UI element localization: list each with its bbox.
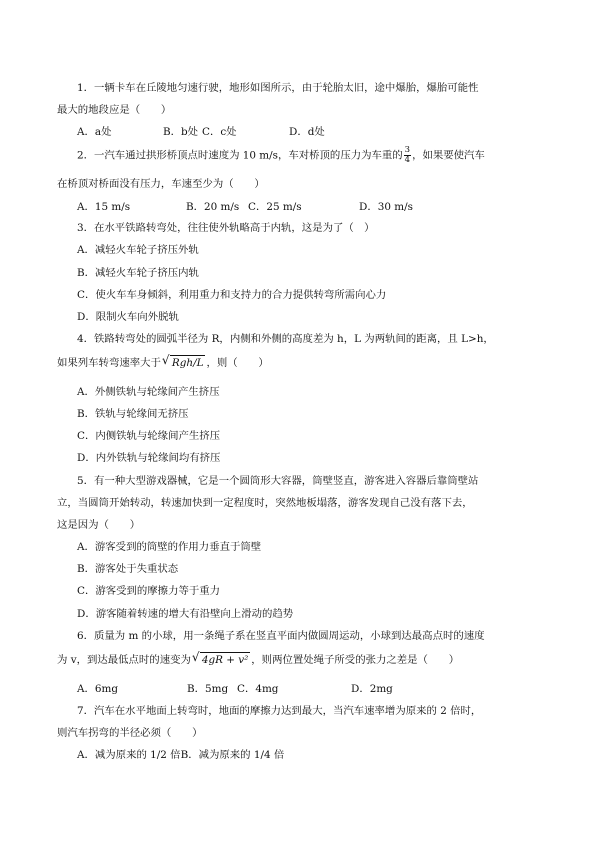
option-a: A．15 m/s bbox=[77, 201, 131, 213]
option-d: D．30 m/s bbox=[359, 201, 413, 213]
question-3-line-1: 3．在水平铁路转弯处，往往使外轨略高于内轨，这是为了（ ） bbox=[77, 222, 375, 234]
question-5-line-2: 立，当圆筒开始转动，转速加快到一定程度时，突然地板塌落，游客发现自己没有落下去， bbox=[57, 497, 473, 509]
question-6-line-2 bbox=[57, 652, 459, 667]
question-4-text-post: ，则（ ） bbox=[206, 357, 269, 369]
question-7-line-2: 则汽车拐弯的半径必须（ ） bbox=[57, 727, 203, 739]
option-c: C．4mg bbox=[237, 683, 279, 695]
question-2-text-pre: 2．一汽车通过拱形桥顶点时速度为 10 m/s，车对桥顶的压力为车重的 bbox=[77, 149, 403, 162]
option-d: D．2mg bbox=[351, 683, 393, 695]
question-4-option-a: A．外侧铁轨与轮缘间产生挤压 bbox=[77, 386, 220, 398]
sqrt-expression bbox=[192, 652, 250, 667]
fraction bbox=[404, 146, 411, 165]
option-b: B．减为原来的 1/4 倍 bbox=[180, 749, 285, 761]
question-1-line-1: 1．一辆卡车在丘陵地匀速行驶，地形如图所示，由于轮胎太旧，途中爆胎，爆胎可能性 bbox=[77, 82, 479, 94]
radicand: 4gR + v² bbox=[201, 654, 249, 666]
radical-sign: √ bbox=[191, 650, 200, 664]
option-b: B．5mg bbox=[187, 683, 229, 695]
question-3-option-b: B．减轻火车轮子挤压内轨 bbox=[77, 267, 199, 279]
question-4-line-1: 4．铁路转弯处的圆弧半径为 R，内侧和外侧的高度差为 h，L 为两轨间的距离，且 L>h， bbox=[77, 333, 494, 345]
option-a: A．减为原来的 1/2 倍 bbox=[77, 749, 181, 761]
question-5-line-1: 5．有一种大型游戏器械，它是一个圆筒形大容器，筒壁竖直，游客进入容器后靠筒壁站 bbox=[77, 475, 479, 487]
option-c: C．c处 bbox=[202, 126, 237, 138]
question-5-option-d: D．游客随着转速的增大有沿壁向上滑动的趋势 bbox=[77, 608, 294, 620]
question-6-text-pre: 为 v，到达最低点时的速变为 bbox=[57, 654, 191, 666]
fraction-numerator: 3 bbox=[404, 145, 411, 155]
question-5-option-b: B．游客处于失重状态 bbox=[77, 563, 179, 575]
sqrt-expression bbox=[162, 355, 206, 370]
question-6-line-1: 6．质量为 m 的小球，用一条绳子系在竖直平面内做圆周运动，小球到达最高点时的速度 bbox=[77, 630, 485, 642]
question-3-option-c: C．使火车车身倾斜，利用重力和支持力的合力提供转弯所需向心力 bbox=[77, 289, 387, 301]
option-a: A．6mg bbox=[77, 683, 119, 695]
radicand: Rgh/L bbox=[171, 357, 204, 369]
option-a: A．a处 bbox=[77, 126, 112, 138]
radical-sign: √ bbox=[161, 353, 170, 367]
option-c: C．25 m/s bbox=[248, 201, 302, 213]
question-2-line-1 bbox=[77, 146, 485, 165]
question-3-option-d: D．限制火车向外脱轨 bbox=[77, 311, 179, 323]
option-d: D．d处 bbox=[289, 126, 325, 138]
option-b: B．20 m/s bbox=[186, 201, 240, 213]
question-6-text-post: ，则两位置处绳子所受的张力之差是（ ） bbox=[251, 654, 460, 666]
question-3-option-a: A．减轻火车轮子挤压外轨 bbox=[77, 244, 199, 256]
question-2-line-2: 在桥顶对桥面没有压力，车速至少为（ ） bbox=[57, 178, 265, 190]
question-4-text-pre: 如果列车转弯速率大于 bbox=[57, 357, 161, 369]
question-4-line-2 bbox=[57, 355, 269, 370]
question-1-line-2: 最大的地段应是（ ） bbox=[57, 104, 172, 116]
question-7-line-1: 7．汽车在水平地面上转弯时，地面的摩擦力达到最大，当汽车速率增为原来的 2 倍时， bbox=[77, 705, 482, 717]
fraction-denominator: 4 bbox=[404, 155, 411, 165]
question-7-options bbox=[77, 748, 284, 762]
question-4-option-c: C．内侧铁轨与轮缘间产生挤压 bbox=[77, 430, 221, 442]
question-4-option-b: B．铁轨与轮缘间无挤压 bbox=[77, 408, 189, 420]
question-2-text-post: ，如果要使汽车 bbox=[412, 149, 485, 162]
option-b: B．b处 bbox=[163, 126, 199, 138]
question-4-option-d: D．内外铁轨与轮缘间均有挤压 bbox=[77, 452, 221, 464]
question-5-option-a: A．游客受到的筒壁的作用力垂直于筒壁 bbox=[77, 541, 262, 553]
question-5-option-c: C．游客受到的摩擦力等于重力 bbox=[77, 585, 221, 597]
question-5-line-3: 这是因为（ ） bbox=[57, 519, 141, 531]
